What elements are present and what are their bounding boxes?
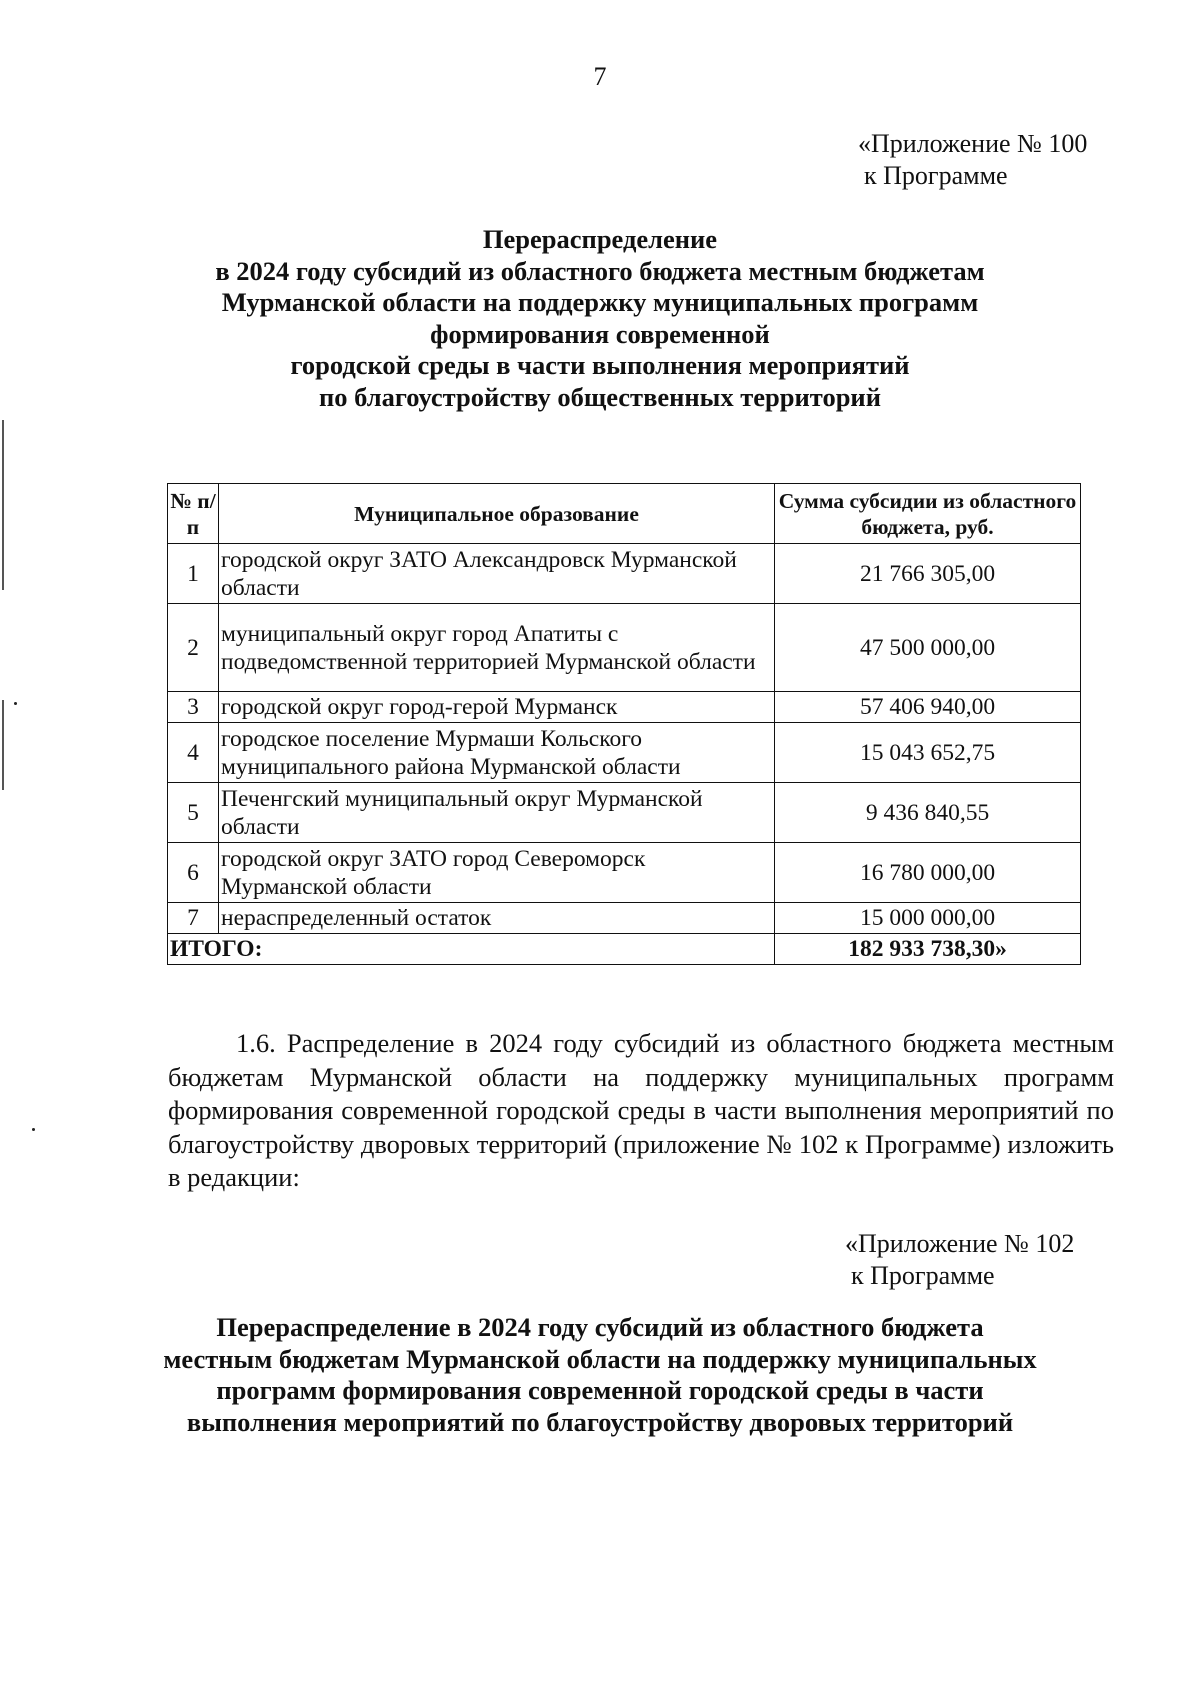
- title-line: местным бюджетам Мурманской области на поддержку муниципальных: [163, 1343, 1037, 1374]
- row-num: 6: [168, 843, 219, 903]
- title-line: по благоустройству общественных территорий: [319, 381, 881, 412]
- title-line: программ формирования современной городской среды в части: [216, 1375, 984, 1405]
- row-num: 2: [168, 604, 219, 692]
- table-row: [168, 692, 1081, 723]
- row-num: 7: [168, 903, 219, 934]
- title-line: формирования современной: [430, 318, 770, 349]
- title-line: в 2024 году субсидий из областного бюджета местным бюджетам: [215, 255, 985, 286]
- row-sum: 21 766 305,00: [775, 544, 1081, 604]
- total-label: ИТОГО:: [168, 934, 775, 965]
- table-row: [168, 723, 1081, 783]
- title-line: Перераспределение в 2024 году субсидий из областного бюджета: [216, 1312, 984, 1342]
- row-sum: 47 500 000,00: [775, 604, 1081, 692]
- appendix-100-label: [858, 128, 1087, 192]
- row-sum: 57 406 940,00: [775, 692, 1081, 723]
- row-num: 1: [168, 544, 219, 604]
- subsidy-table: [167, 483, 1081, 965]
- title-line: выполнения мероприятий по благоустройству дворовых территорий: [186, 1406, 1014, 1437]
- row-num: 3: [168, 692, 219, 723]
- table-row: [168, 544, 1081, 604]
- appendix-102-line1: «Приложение № 102: [845, 1229, 1075, 1258]
- row-sum: 16 780 000,00: [775, 843, 1081, 903]
- row-municipality: нераспределенный остаток: [219, 903, 775, 934]
- row-municipality: городской округ ЗАТО Александровск Мурманской области: [219, 544, 775, 604]
- header-num: № п/п: [168, 484, 219, 544]
- appendix-102-line2: к Программе: [851, 1261, 995, 1290]
- row-municipality: городской округ город-герой Мурманск: [219, 692, 775, 723]
- table-total-row: [168, 934, 1081, 965]
- appendix-100-line1: «Приложение № 100: [858, 129, 1088, 158]
- table-row: [168, 843, 1081, 903]
- title-appendix-102: [130, 1312, 1070, 1438]
- row-municipality: городское поселение Мурмаши Кольского муниципального района Мурманской области: [219, 723, 775, 783]
- header-municipality: Муниципальное образование: [219, 484, 775, 544]
- row-sum: 9 436 840,55: [775, 783, 1081, 843]
- scan-margin-mark: [2, 700, 4, 790]
- row-num: 4: [168, 723, 219, 783]
- page-number: 7: [593, 62, 607, 91]
- row-municipality: муниципальный округ город Апатиты с подведомственной территорией Мурманской области: [219, 604, 775, 692]
- title-appendix-100: [150, 224, 1050, 413]
- title-line: городской среды в части выполнения мероприятий: [290, 350, 910, 380]
- row-num: 5: [168, 783, 219, 843]
- paragraph-1-6: 1.6. Распределение в 2024 году субсидий из областного бюджета местным бюджетам Мурманской области на поддержку муниципальных программ формирования современной городской среды в части выполнения мероприятий по благоустройству дворовых территорий (приложение № 102 к Программе) изложить в редакции:: [168, 1028, 1114, 1192]
- table-header-row: [168, 484, 1081, 544]
- appendix-102-label: [845, 1228, 1074, 1292]
- row-sum: 15 000 000,00: [775, 903, 1081, 934]
- table-row: [168, 903, 1081, 934]
- row-sum: 15 043 652,75: [775, 723, 1081, 783]
- table-row: [168, 604, 1081, 692]
- total-sum: 182 933 738,30»: [775, 934, 1081, 965]
- row-municipality: Печенгский муниципальный округ Мурманской области: [219, 783, 775, 843]
- header-sum: Сумма субсидии из областного бюджета, руб.: [775, 484, 1081, 544]
- scan-dot: [14, 702, 17, 705]
- scan-dot: [32, 1128, 35, 1131]
- title-line: Перераспределение: [482, 224, 718, 254]
- table-row: [168, 783, 1081, 843]
- row-municipality: городской округ ЗАТО город Североморск Мурманской области: [219, 843, 775, 903]
- scan-margin-mark: [2, 420, 4, 590]
- appendix-100-line2: к Программе: [864, 161, 1008, 190]
- title-line: Мурманской области на поддержку муниципальных программ: [221, 287, 979, 317]
